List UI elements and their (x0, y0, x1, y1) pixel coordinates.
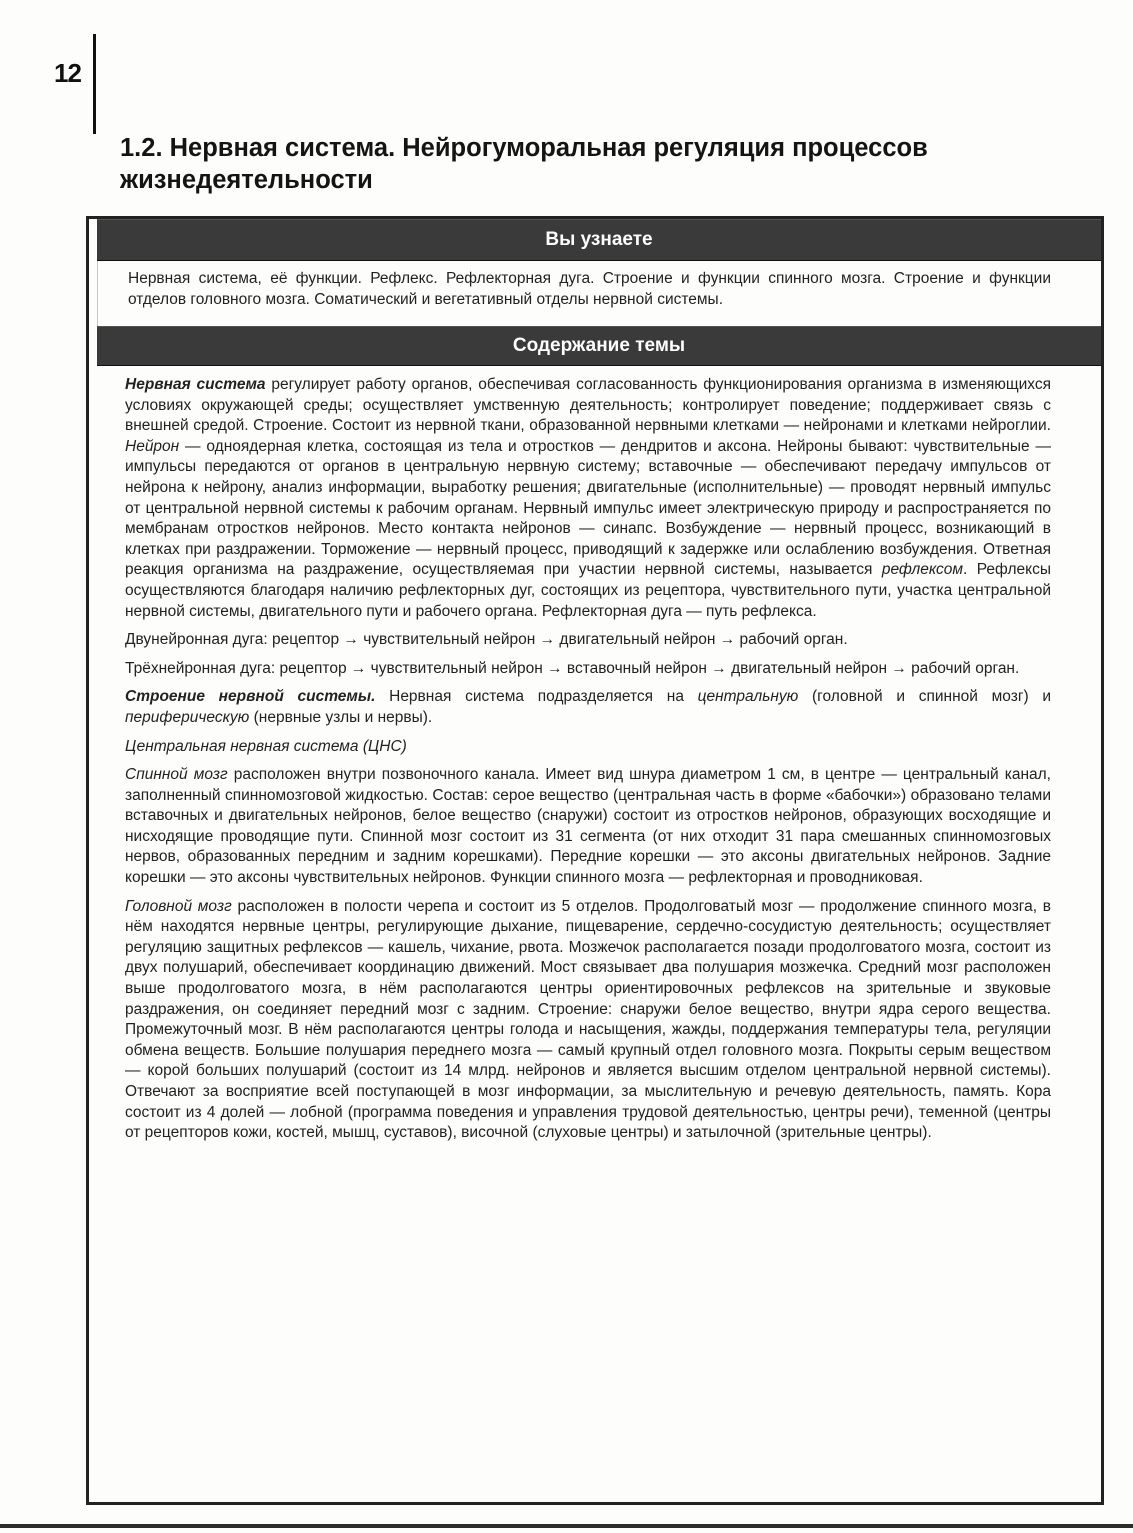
structure-paragraph: Строение нервной системы. Нервная система подразделяется на центральную (головной и спинной мозг) и периферическую (нервные узлы и нервы). (125, 688, 1052, 726)
term-brain: Головной мозг (125, 897, 232, 915)
spinal-cord-paragraph: Спинной мозг расположен внутри позвоночного канала. Имеет вид шнура диаметром 1 см, в центре — центральный канал, заполненный спинномозговой жидкостью. Состав: серое вещество (центральная часть в форме «бабочки») образовано телами вставочных и двигательных нейронов, белое вещество (снаружи) состоит из отростков нейронов, образующих восходящие и нисходящие проводящие пути. Спинной мозг состоит из 31 сегмента (от них отходит 31 пара смешанных спинномозговых нервов, образованных передним и задним корешками). Передние корешки — это аксоны двигательных нейронов. Задние корешки — это аксоны чувствительных нейронов. Функции спинного мозга — рефлекторная и проводниковая. (125, 766, 1051, 887)
three-neuron-arc: Трёхнейронная дуга: рецептор → чувствительный нейрон → вставочный нейрон → двигательный нейрон → рабочий орган. (125, 659, 1020, 677)
learn-text: Нервная система, её функции. Рефлекс. Рефлекторная дуга. Строение и функции спинного мозга. Строение и функции отделов головного мозга. Соматический и вегетативный отделы нервной системы. (97, 261, 1101, 326)
page-number: 12 (54, 58, 81, 88)
margin-rule (93, 34, 96, 134)
content-header: Содержание темы (97, 326, 1101, 366)
section-title: 1.2. Нервная система. Нейрогуморальная регуляция процессов жизнедеятельности (120, 134, 928, 194)
content-body (97, 366, 1101, 1144)
cns-heading: Центральная нервная система (ЦНС) (125, 737, 407, 755)
nervous-system-paragraph: Нервная система регулирует работу органов, обеспечивая согласованность функционирования организма в изменяющихся условиях окружающей среды; осуществляет умственную деятельность; контролирует поведение; поддерживает связь с внешней средой. Строение. Состоит из нервной ткани, образованной нервными клетками — нейронами и клетками нейроглии. Нейрон — одноядерная клетка, состоящая из тела и отростков — дендритов и аксона. Нейроны бывают: чувствительные — импульсы передаются от органов в центральную нервную систему; вставочные — обеспечивают передачу импульсов от нейрона к нейрону, анализ информации, выработку решения; двигательные (исполнительные) — проводят нервный импульс от центральной нервной системы к рабочим органам. Нервный импульс имеет электрическую природу и распространяется по мембранам отростков нейронов. Место контакта нейронов — синапс. Возбуждение — нервный процесс, возникающий в клетках при раздражении. Торможение — нервный процесс, приводящий к задержке или ослаблению возбуждения. Ответная реакция организма на раздражение, осуществляемая при участии нервной системы, называется рефлексом. Рефлексы осуществляются благодаря наличию рефлекторных дуг, состоящих из рецептора, чувствительного пути, участка центральной нервной системы, двигательного пути и рабочего органа. Рефлекторная дуга — путь рефлекса. (125, 376, 1051, 620)
topic-box (86, 216, 1104, 1505)
term-reflex: рефлексом (881, 561, 964, 579)
term-structure: Строение нервной системы. (125, 688, 376, 706)
brain-paragraph: Головной мозг расположен в полости черепа и состоит из 5 отделов. Продолговатый мозг — продолжение спинного мозга, в нём находятся нервные центры, регулирующие дыхание, пищеварение, сердечно-сосудистую деятельность; осуществляет регуляцию защитных рефлексов — кашель, чихание, рвота. Мозжечок располагается позади продолговатого мозга, состоит из двух полушарий, обеспечивает координацию движений. Мост связывает два полушария мозжечка. Средний мозг расположен выше продолговатого мозга, в нём располагаются центры ориентировочных рефлексов на зрительные и звуковые раздражения, он соединяет передний мозг с задним. Строение: снаружи белое вещество, внутри ядра серого вещества. Промежуточный мозг. В нём располагаются центры голода и насыщения, жажды, поддержания температуры тела, регуляции обмена веществ. Большие полушария переднего мозга — самый крупный отдел головного мозга. Покрыты серым веществом — корой больших полушарий (состоит из 14 млрд. нейронов и является высшим отделом центральной нервной системы). Отвечают за восприятие всей поступающей в мозг информации, за мыслительную и речевую деятельность, память. Кора состоит из 4 долей — лобной (программа поведения и управления трудовой деятельностью, центры речи), теменной (центры от рецепторов кожи, костей, мышц, суставов), височной (слуховые центры) и затылочной (зрительные центры). (125, 897, 1052, 1142)
bottom-rule (0, 1524, 1133, 1528)
term-nervous-system: Нервная система (125, 376, 266, 393)
term-neuron: Нейрон (125, 437, 180, 455)
learn-header: Вы узнаете (97, 219, 1101, 261)
term-spinal-cord: Спинной мозг (125, 766, 228, 784)
two-neuron-arc: Двунейронная дуга: рецептор → чувствительный нейрон → двигательный нейрон → рабочий орган. (125, 631, 848, 649)
